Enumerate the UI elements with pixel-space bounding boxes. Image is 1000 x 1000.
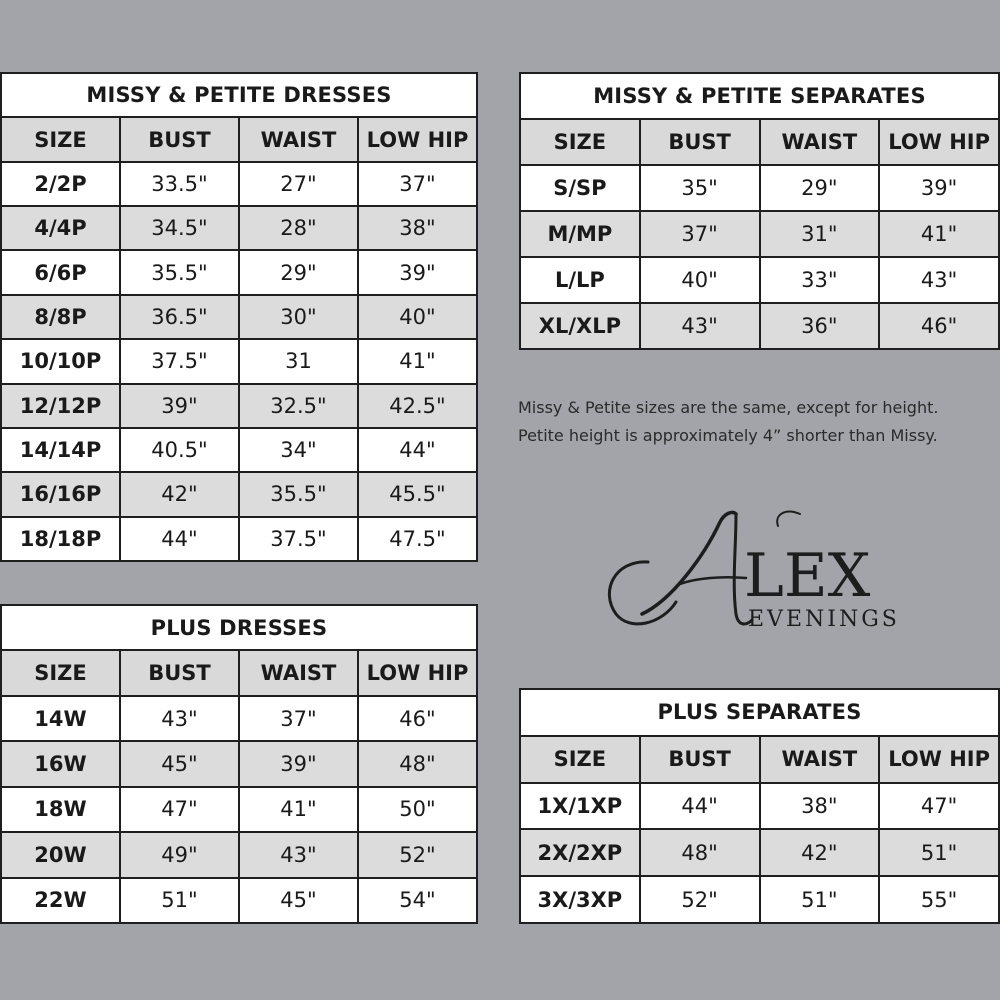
measurement-cell: 54" — [358, 878, 477, 923]
column-header: SIZE — [1, 650, 120, 695]
table-row — [1, 206, 477, 250]
size-cell: 2/2P — [1, 162, 120, 206]
measurement-cell: 40" — [640, 257, 760, 303]
size-cell: 8/8P — [1, 295, 120, 339]
column-header: LOW HIP — [879, 119, 999, 165]
table-row — [520, 165, 999, 211]
size-cell: 3X/3XP — [520, 876, 640, 923]
measurement-cell: 39" — [879, 165, 999, 211]
measurement-cell: 29" — [760, 165, 880, 211]
table-title: PLUS SEPARATES — [520, 689, 999, 736]
measurement-cell: 28" — [239, 206, 358, 250]
measurement-cell: 44" — [358, 428, 477, 472]
missy-petite-separates-table — [519, 72, 1000, 350]
size-cell: 4/4P — [1, 206, 120, 250]
logo-wordmark: LEX — [744, 541, 871, 611]
table-row — [1, 696, 477, 741]
table-row — [1, 162, 477, 206]
column-header: SIZE — [520, 119, 640, 165]
table-row — [1, 339, 477, 383]
measurement-cell: 34.5" — [120, 206, 239, 250]
column-header: WAIST — [760, 736, 880, 783]
measurement-cell: 46" — [358, 696, 477, 741]
measurement-cell: 45" — [239, 878, 358, 923]
measurement-cell: 52" — [358, 832, 477, 877]
column-header: WAIST — [239, 650, 358, 695]
measurement-cell: 39" — [120, 384, 239, 428]
table-title: MISSY & PETITE SEPARATES — [520, 73, 999, 119]
measurement-cell: 51" — [760, 876, 880, 923]
measurement-cell: 39" — [358, 250, 477, 294]
size-cell: 14/14P — [1, 428, 120, 472]
table-row — [1, 832, 477, 877]
column-header: BUST — [120, 650, 239, 695]
measurement-cell: 31 — [239, 339, 358, 383]
measurement-cell: 29" — [239, 250, 358, 294]
size-cell: XL/XLP — [520, 303, 640, 349]
size-cell: 12/12P — [1, 384, 120, 428]
measurement-cell: 51" — [879, 829, 999, 876]
measurement-cell: 44" — [640, 783, 760, 830]
measurement-cell: 38" — [760, 783, 880, 830]
table-row — [1, 878, 477, 923]
measurement-cell: 41" — [879, 211, 999, 257]
measurement-cell: 52" — [640, 876, 760, 923]
size-cell: L/LP — [520, 257, 640, 303]
size-cell: 1X/1XP — [520, 783, 640, 830]
table-row — [520, 829, 999, 876]
column-header: BUST — [120, 117, 239, 161]
measurement-cell: 42" — [120, 472, 239, 516]
measurement-cell: 37.5" — [120, 339, 239, 383]
column-header: LOW HIP — [879, 736, 999, 783]
size-cell: 14W — [1, 696, 120, 741]
logo-subtitle: EVENINGS — [748, 607, 900, 632]
sizing-note-line-2: Petite height is approximately 4” shorter than Missy. — [518, 426, 938, 445]
measurement-cell: 37.5" — [239, 517, 358, 561]
table-title: MISSY & PETITE DRESSES — [1, 73, 477, 117]
measurement-cell: 48" — [640, 829, 760, 876]
table-row — [1, 384, 477, 428]
measurement-cell: 47" — [879, 783, 999, 830]
measurement-cell: 43" — [120, 696, 239, 741]
measurement-cell: 35" — [640, 165, 760, 211]
size-cell: 16W — [1, 741, 120, 786]
measurement-cell: 42.5" — [358, 384, 477, 428]
column-header: SIZE — [520, 736, 640, 783]
measurement-cell: 46" — [879, 303, 999, 349]
measurement-cell: 37" — [239, 696, 358, 741]
measurement-cell: 27" — [239, 162, 358, 206]
size-cell: M/MP — [520, 211, 640, 257]
measurement-cell: 36.5" — [120, 295, 239, 339]
table-row — [520, 876, 999, 923]
column-header: WAIST — [239, 117, 358, 161]
table-row — [520, 211, 999, 257]
table-row — [520, 303, 999, 349]
plus-separates-table — [519, 688, 1000, 924]
size-cell: 18W — [1, 787, 120, 832]
measurement-cell: 33.5" — [120, 162, 239, 206]
table-row — [520, 783, 999, 830]
measurement-cell: 37" — [358, 162, 477, 206]
table-title: PLUS DRESSES — [1, 605, 477, 650]
measurement-cell: 50" — [358, 787, 477, 832]
size-cell: 18/18P — [1, 517, 120, 561]
size-cell: 6/6P — [1, 250, 120, 294]
size-cell: 2X/2XP — [520, 829, 640, 876]
measurement-cell: 30" — [239, 295, 358, 339]
size-cell: 10/10P — [1, 339, 120, 383]
size-cell: 22W — [1, 878, 120, 923]
column-header: BUST — [640, 736, 760, 783]
measurement-cell: 51" — [120, 878, 239, 923]
column-header: SIZE — [1, 117, 120, 161]
table-row — [1, 787, 477, 832]
measurement-cell: 41" — [358, 339, 477, 383]
table-row — [1, 472, 477, 516]
sizing-note-line-1: Missy & Petite sizes are the same, except for height. — [518, 398, 939, 417]
column-header: WAIST — [760, 119, 880, 165]
measurement-cell: 35.5" — [120, 250, 239, 294]
measurement-cell: 38" — [358, 206, 477, 250]
table-row — [1, 428, 477, 472]
measurement-cell: 33" — [760, 257, 880, 303]
measurement-cell: 44" — [120, 517, 239, 561]
measurement-cell: 43" — [239, 832, 358, 877]
column-header: BUST — [640, 119, 760, 165]
measurement-cell: 39" — [239, 741, 358, 786]
measurement-cell: 47" — [120, 787, 239, 832]
table-row — [1, 741, 477, 786]
measurement-cell: 42" — [760, 829, 880, 876]
measurement-cell: 32.5" — [239, 384, 358, 428]
measurement-cell: 40.5" — [120, 428, 239, 472]
measurement-cell: 43" — [640, 303, 760, 349]
column-header: LOW HIP — [358, 117, 477, 161]
measurement-cell: 35.5" — [239, 472, 358, 516]
measurement-cell: 34" — [239, 428, 358, 472]
measurement-cell: 49" — [120, 832, 239, 877]
measurement-cell: 47.5" — [358, 517, 477, 561]
size-cell: S/SP — [520, 165, 640, 211]
measurement-cell: 41" — [239, 787, 358, 832]
missy-petite-dresses-table — [0, 72, 478, 562]
size-cell: 20W — [1, 832, 120, 877]
table-row — [1, 250, 477, 294]
table-row — [520, 257, 999, 303]
table-row — [1, 517, 477, 561]
measurement-cell: 43" — [879, 257, 999, 303]
measurement-cell: 48" — [358, 741, 477, 786]
alex-evenings-logo — [596, 500, 926, 640]
measurement-cell: 45" — [120, 741, 239, 786]
measurement-cell: 36" — [760, 303, 880, 349]
plus-dresses-table — [0, 604, 478, 924]
measurement-cell: 31" — [760, 211, 880, 257]
table-row — [1, 295, 477, 339]
measurement-cell: 55" — [879, 876, 999, 923]
column-header: LOW HIP — [358, 650, 477, 695]
measurement-cell: 37" — [640, 211, 760, 257]
size-cell: 16/16P — [1, 472, 120, 516]
measurement-cell: 40" — [358, 295, 477, 339]
measurement-cell: 45.5" — [358, 472, 477, 516]
